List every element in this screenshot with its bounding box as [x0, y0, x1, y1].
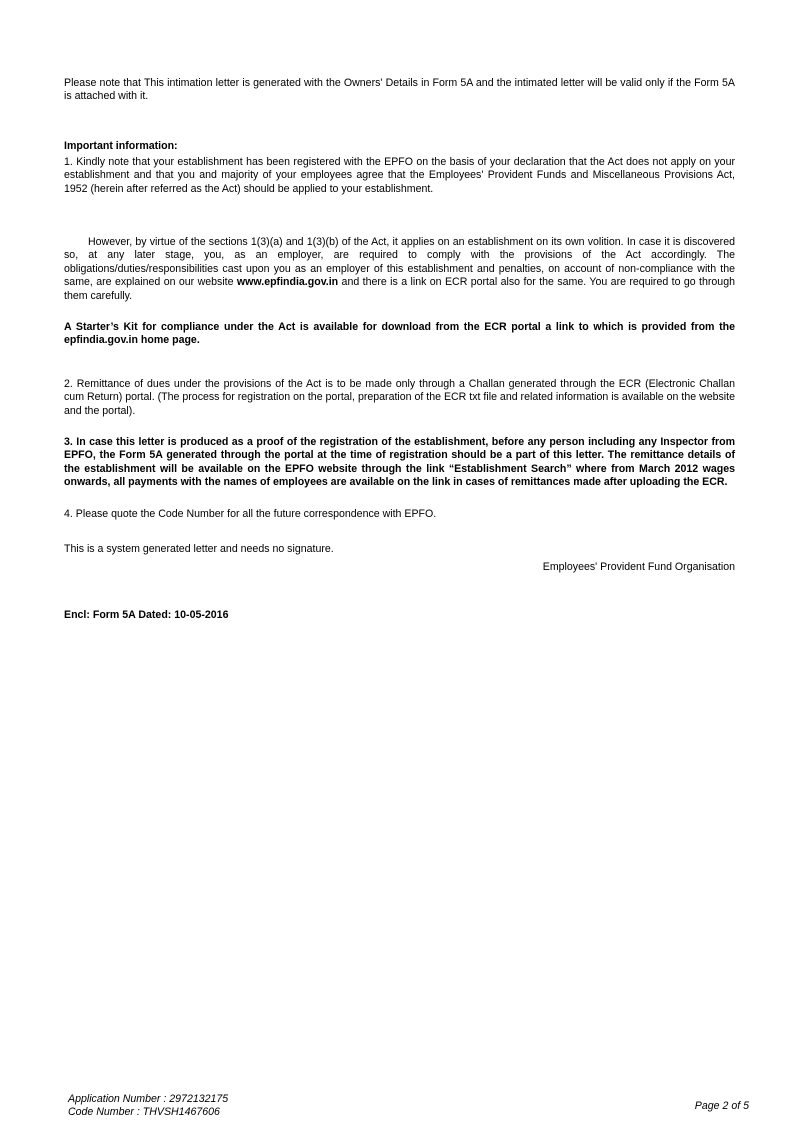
code-number: Code Number : THVSH1467606 [68, 1106, 220, 1119]
system-note: This is a system generated letter and needs no signature. [64, 543, 334, 555]
intro-paragraph: Please note that This intimation letter is generated with the Owners' Details in Form 5A and the intimated letter will be valid only if the Form 5A is attached with it. [64, 77, 735, 103]
however-paragraph [64, 236, 735, 303]
enclosure: Encl: Form 5A Dated: 10-05-2016 [64, 609, 229, 621]
signatory: Employees' Provident Fund Organisation [542, 561, 735, 573]
footer-details [68, 1093, 228, 1120]
page-number: Page 2 of 5 [694, 1100, 749, 1112]
point-3: 3. In case this letter is produced as a proof of the registration of the establishment, before any person including any Inspector from EPFO, the Form 5A generated through the portal at the time of registration should be a part of this letter. The remittance details of the establishment will be available on the EPFO website through the link “Establishment Search” where from March 2012 wages onwards, all payments with the names of employees are available on the link in cases of remittances made after uploading the ECR. [64, 436, 735, 489]
important-heading: Important information: [64, 140, 178, 152]
application-number: Application Number : 2972132175 [68, 1093, 229, 1105]
website-link[interactable]: www.epfindia.gov.in [236, 276, 339, 289]
point-1: 1. Kindly note that your establishment has been registered with the EPFO on the basis of your declaration that the Act does not apply on your establishment and that you and majority of your employees agree that the Employees' Provident Funds and Miscellaneous Provisions Act, 1952 (herein after referred as the Act) should be applied to your establishment. [64, 156, 735, 195]
starters-kit-note: A Starter’s Kit for compliance under the Act is available for download from the ECR portal a link to which is provided from the epfindia.gov.in home page. [64, 321, 735, 347]
point-2: 2. Remittance of dues under the provisions of the Act is to be made only through a Challan generated through the ECR (Electronic Challan cum Return) portal. (The process for registration on the portal, preparation of the ECR txt file and related information is available on the website and the portal). [64, 378, 735, 417]
however-text: However, by virtue of the sections 1(3)(a) and 1(3)(b) of the Act, it applies on an establishment on its own volition. In case it is discovered so, at any later stage, you, as an employer, are required to comply with the provisions of the Act accordingly. The obligations/duties/responsibilities cast upon you as an employer of this establishment and penalties, on account of non-compliance with the same, are explained on our website [64, 236, 735, 289]
point-4: 4. Please quote the Code Number for all the future correspondence with EPFO. [64, 508, 437, 520]
however-text-end: and there is a link on ECR portal also for the same. You are required to go through them carefully. [64, 276, 735, 302]
